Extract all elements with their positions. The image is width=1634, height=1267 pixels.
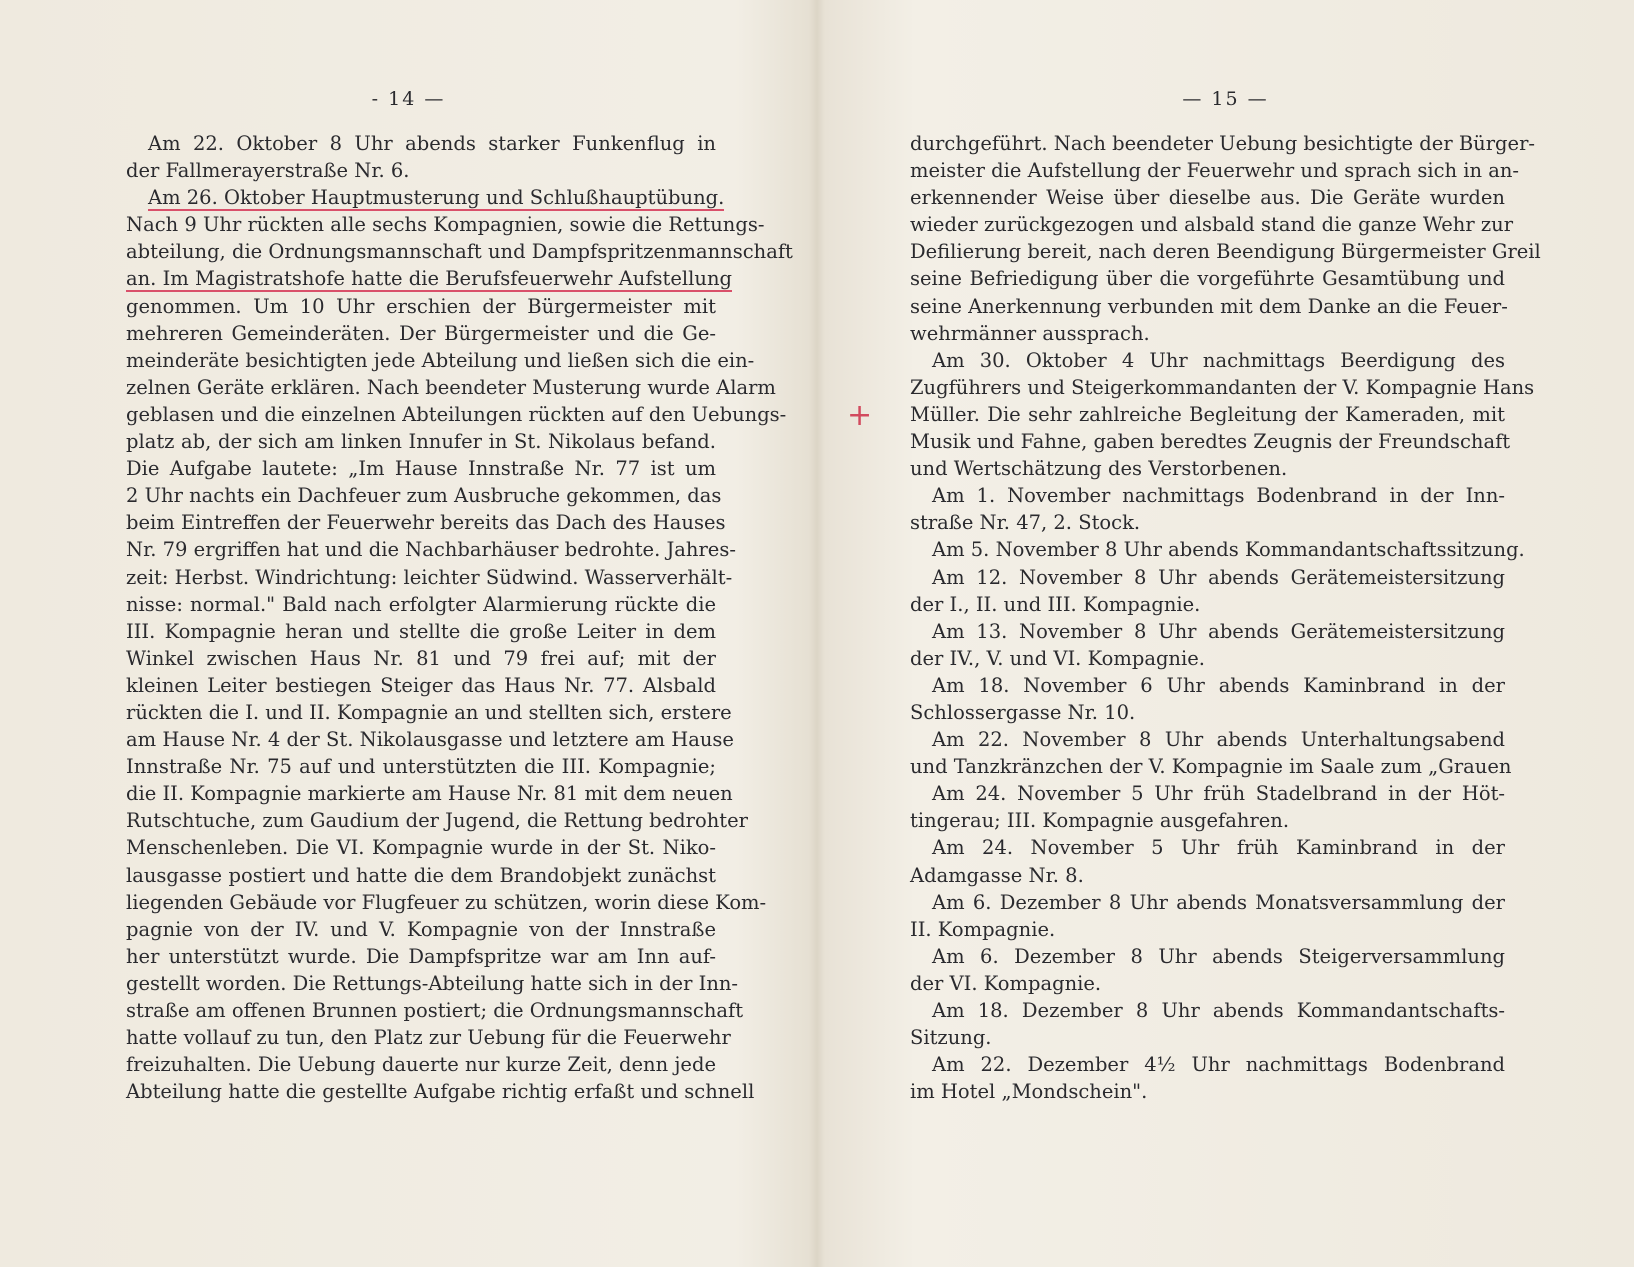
page-body: [126, 130, 793, 1105]
text-line: genommen. Um 10 Uhr erschien der Bürgermeister mit: [126, 294, 716, 318]
text-line: Am 22. Dezember 4½ Uhr nachmittags Bodenbrand: [932, 1053, 1505, 1077]
text-line: Müller. Die sehr zahlreiche Begleitung der Kameraden, mit: [910, 402, 1505, 426]
text-line: Innstraße Nr. 75 auf und unterstützten die III. Kompagnie;: [126, 755, 716, 779]
text-line: geblasen und die einzelnen Abteilungen rückten auf den Uebungs-: [126, 402, 787, 426]
text-line: lausgasse postiert und hatte die dem Brandobjekt zunächst: [126, 863, 716, 887]
text-line: Rutschtuche, zum Gaudium der Jugend, die Rettung bedrohter: [126, 809, 748, 833]
text-line: erkennender Weise über dieselbe aus. Die Geräte wurden: [910, 186, 1505, 210]
text-line: Abteilung hatte die gestellte Aufgabe richtig erfaßt und schnell: [126, 1080, 755, 1104]
text-line: Am 24. November 5 Uhr früh Stadelbrand in der Höt-: [932, 782, 1505, 806]
text-line: rückten die I. und II. Kompagnie an und stellten sich, erstere: [126, 700, 732, 724]
text-line: mehreren Gemeinderäten. Der Bürgermeister und die Ge-: [126, 321, 716, 345]
text-line: Am 18. Dezember 8 Uhr abends Kommandantschafts-: [932, 999, 1505, 1022]
right-page: [817, 0, 1634, 1267]
text-line: Schlossergasse Nr. 10.: [910, 700, 1136, 724]
text-line: hatte vollauf zu tun, den Platz zur Uebung für die Feuerwehr: [126, 1026, 731, 1050]
text-line: Nach 9 Uhr rückten alle sechs Kompagnien, sowie die Rettungs-: [126, 213, 765, 237]
text-line: pagnie von der IV. und V. Kompagnie von der Innstraße: [126, 917, 716, 941]
text-line: beim Eintreffen der Feuerwehr bereits das Dach des Hauses: [126, 511, 726, 535]
text-line: Am 5. November 8 Uhr abends Kommandantschaftssitzung.: [932, 538, 1525, 562]
text-line: wehrmänner aussprach.: [910, 321, 1150, 345]
text-line: der IV., V. und VI. Kompagnie.: [910, 646, 1205, 670]
text-line: II. Kompagnie.: [910, 917, 1056, 941]
text-line: an. Im Magistratshofe hatte die Berufsfeuerwehr Aufstellung: [126, 267, 733, 291]
text-line: Am 6. Dezember 8 Uhr abends Steigerversammlung: [932, 944, 1505, 968]
text-line: Am 12. November 8 Uhr abends Gerätemeistersitzung: [932, 565, 1505, 589]
text-line: Am 1. November nachmittags Bodenbrand in der Inn-: [932, 484, 1505, 508]
text-line: wieder zurückgezogen und alsbald stand die ganze Wehr zur: [910, 213, 1514, 237]
text-line: Menschenleben. Die VI. Kompagnie wurde in der St. Niko-: [126, 836, 716, 860]
text-line: Die Aufgabe lautete: „Im Hause Innstraße Nr. 77 ist um: [126, 457, 716, 481]
text-line: Am 30. Oktober 4 Uhr nachmittags Beerdigung des: [932, 348, 1505, 372]
text-line: abteilung, die Ordnungsmannschaft und Dampfspritzenmannschaft: [126, 240, 793, 264]
text-line: Am 18. November 6 Uhr abends Kaminbrand in der: [932, 673, 1505, 697]
text-line: tingerau; III. Kompagnie ausgefahren.: [910, 809, 1290, 833]
text-line: zelnen Geräte erklären. Nach beendeter Musterung wurde Alarm: [126, 375, 776, 399]
text-line: Am 22. November 8 Uhr abends Unterhaltungsabend: [932, 728, 1505, 752]
text-line: und Tanzkränzchen der V. Kompagnie im Saale zum „Grauen: [910, 755, 1512, 779]
text-line: und Wertschätzung des Verstorbenen.: [910, 457, 1288, 481]
text-line: Am 6. Dezember 8 Uhr abends Monatsversammlung der: [932, 890, 1505, 914]
text-line: der Fallmerayerstraße Nr. 6.: [126, 159, 410, 183]
text-line: zeit: Herbst. Windrichtung: leichter Südwind. Wasserverhält-: [126, 565, 733, 589]
text-line: der VI. Kompagnie.: [910, 971, 1102, 995]
text-line: 2 Uhr nachts ein Dachfeuer zum Ausbruche gekommen, das: [126, 484, 722, 508]
text-line: der I., II. und III. Kompagnie.: [910, 592, 1201, 616]
text-line: am Hause Nr. 4 der St. Nikolausgasse und letztere am Hause: [126, 728, 734, 752]
text-line: Musik und Fahne, gaben beredtes Zeugnis der Freundschaft: [910, 430, 1511, 454]
text-line: III. Kompagnie heran und stellte die große Leiter in dem: [126, 619, 716, 643]
page-number: — 15 —: [1182, 88, 1269, 110]
text-line: Am 13. November 8 Uhr abends Gerätemeistersitzung: [932, 619, 1505, 643]
page-body: [910, 130, 1541, 1105]
text-line: freizuhalten. Die Uebung dauerte nur kurze Zeit, denn jede: [126, 1053, 716, 1077]
margin-mark: +: [847, 398, 873, 433]
text-line: Zugführers und Steigerkommandanten der V. Kompagnie Hans: [910, 375, 1535, 399]
text-line: die II. Kompagnie markierte am Hause Nr. 81 mit dem neuen: [126, 782, 733, 806]
text-line: meister die Aufstellung der Feuerwehr und sprach sich in an-: [910, 159, 1520, 183]
text-line: Sitzung.: [910, 1026, 992, 1050]
page-number: - 14 —: [371, 88, 446, 110]
text-line: meinderäte besichtigten jede Abteilung und ließen sich die ein-: [126, 348, 755, 372]
text-line: seine Anerkennung verbunden mit dem Danke an die Feuer-: [910, 294, 1508, 318]
text-line: Adamgasse Nr. 8.: [910, 863, 1084, 887]
text-line: platz ab, der sich am linken Innufer in St. Nikolaus befand.: [126, 430, 716, 454]
text-line: kleinen Leiter bestiegen Steiger das Haus Nr. 77. Alsbald: [126, 673, 716, 697]
text-line: Winkel zwischen Haus Nr. 81 und 79 frei auf; mit der: [126, 646, 716, 670]
text-line: straße Nr. 47, 2. Stock.: [910, 511, 1141, 535]
text-line: seine Befriedigung über die vorgeführte Gesamtübung und: [910, 267, 1505, 291]
text-line: im Hotel „Mondschein".: [910, 1080, 1148, 1104]
text-line: Am 24. November 5 Uhr früh Kaminbrand in der: [932, 836, 1505, 860]
text-line: Nr. 79 ergriffen hat und die Nachbarhäuser bedrohte. Jahres-: [126, 538, 736, 562]
text-line: liegenden Gebäude vor Flugfeuer zu schützen, worin diese Kom-: [126, 890, 767, 914]
text-line: durchgeführt. Nach beendeter Uebung besichtigte der Bürger-: [910, 132, 1535, 155]
text-line: Am 26. Oktober Hauptmusterung und Schlußhauptübung.: [148, 186, 725, 210]
text-line: Am 22. Oktober 8 Uhr abends starker Funkenflug in: [148, 132, 716, 155]
text-line: straße am offenen Brunnen postiert; die Ordnungsmannschaft: [126, 999, 744, 1022]
text-line: nisse: normal." Bald nach erfolgter Alarmierung rückte die: [126, 592, 716, 616]
text-line: her unterstützt wurde. Die Dampfspritze war am Inn auf-: [126, 944, 716, 968]
text-line: gestellt worden. Die Rettungs-Abteilung hatte sich in der Inn-: [126, 971, 739, 995]
text-line: Defilierung bereit, nach deren Beendigung Bürgermeister Greil: [910, 240, 1541, 264]
